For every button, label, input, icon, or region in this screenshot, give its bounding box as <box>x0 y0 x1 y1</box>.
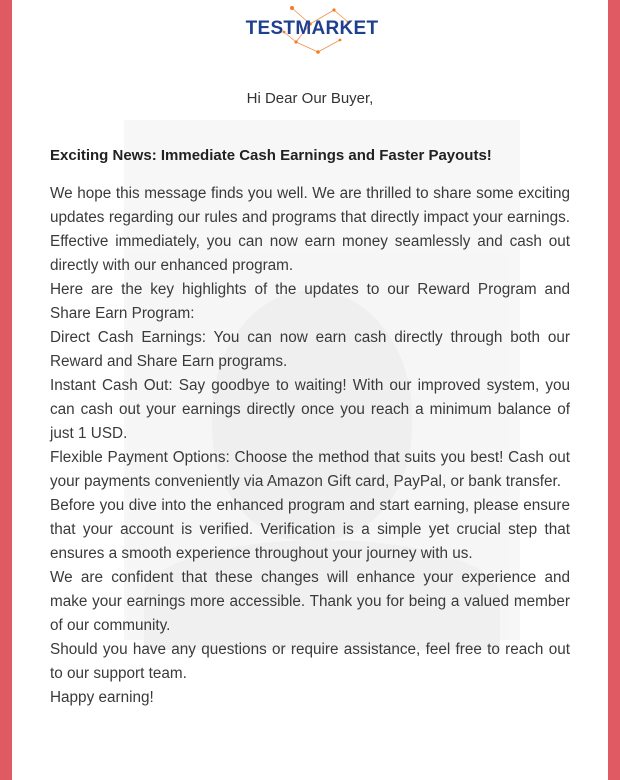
paragraph-intro: We hope this message finds you well. We are thrilled to share some exciting updates regarding our rules and programs that directly impact your earnings. Effective immediately, you can now earn money seamlessly and cash out directly with our enhanced program. <box>50 185 570 274</box>
greeting-text: Hi Dear Our Buyer, <box>246 90 374 107</box>
brand-logo <box>12 0 608 62</box>
email-content <box>50 146 570 710</box>
brand-name: TESTMARKET <box>245 18 379 39</box>
paragraph-support: Should you have any questions or require assistance, feel free to reach out to our support team. <box>50 641 570 682</box>
paragraph-instant-cashout: Instant Cash Out: Say goodbye to waiting! With our improved system, you can cash out your earnings directly once you reach a minimum balance of just 1 USD. <box>50 377 570 442</box>
paragraph-confidence: We are confident that these changes will enhance your experience and make your earnings more accessible. Thank you for being a valued member of our community. <box>50 569 570 634</box>
paragraph-direct-cash: Direct Cash Earnings: You can now earn cash directly through both our Reward and Share Earn programs. <box>50 329 570 370</box>
email-headline: Exciting News: Immediate Cash Earnings and Faster Payouts! <box>50 147 492 164</box>
paragraph-payment-options: Flexible Payment Options: Choose the method that suits you best! Cash out your payments conveniently via Amazon Gift card, PayPal, or bank transfer. <box>50 449 570 490</box>
paragraph-verification: Before you dive into the enhanced program and start earning, please ensure that your account is verified. Verification is a simple yet crucial step that ensures a smooth experience throughout your journey with us. <box>50 497 570 562</box>
paragraph-highlights: Here are the key highlights of the updates to our Reward Program and Share Earn Program: <box>50 281 570 322</box>
paragraph-signoff: Happy earning! <box>50 689 154 706</box>
email-body <box>12 0 608 780</box>
